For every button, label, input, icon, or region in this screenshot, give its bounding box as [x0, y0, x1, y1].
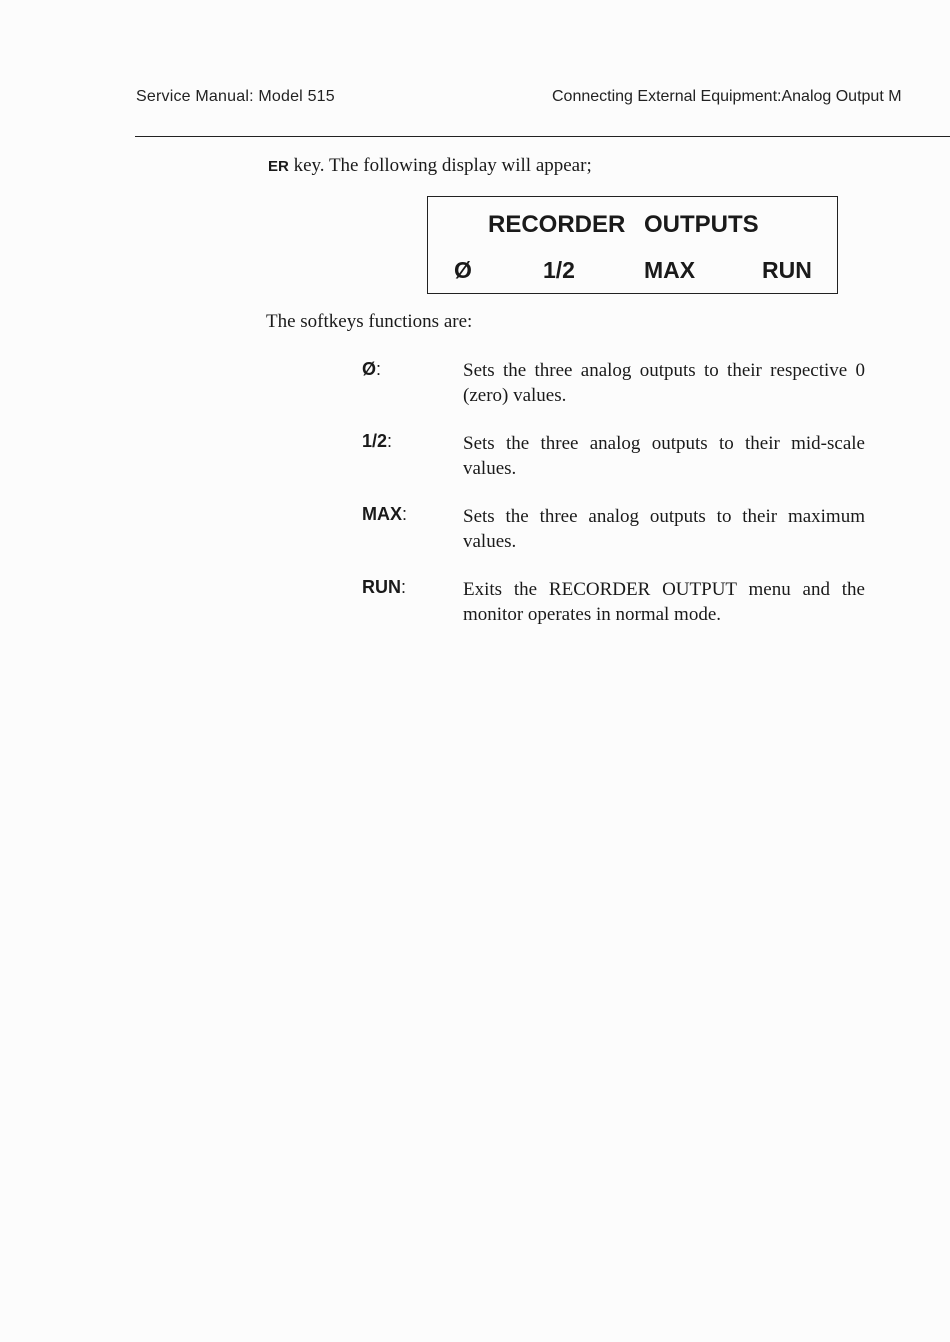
- softkeys-intro: The softkeys functions are:: [266, 311, 473, 332]
- definition-term-zero: [362, 359, 381, 380]
- definition-desc-max: Sets the three analog outputs to their maximum values.: [463, 506, 865, 552]
- definition-term-max: [362, 504, 407, 525]
- display-softkey-run: RUN: [762, 257, 812, 283]
- term-label: Ø: [362, 359, 377, 379]
- running-header-left: Service Manual: Model 515: [136, 88, 335, 105]
- term-colon: :: [402, 504, 408, 524]
- intro-paragraph: [268, 155, 592, 177]
- term-label: RUN: [362, 577, 401, 597]
- header-rule: [135, 136, 950, 137]
- running-header-right: Connecting External Equipment:Analog Output M: [552, 88, 902, 105]
- term-label: 1/2: [362, 431, 388, 451]
- definition-term-run: [362, 577, 406, 598]
- display-softkey-half: 1/2: [543, 257, 575, 283]
- definition-desc-run: Exits the RECORDER OUTPUT menu and the monitor operates in normal mode.: [463, 579, 865, 625]
- definition-term-half: [362, 431, 392, 452]
- term-colon: :: [401, 577, 407, 597]
- term-label: MAX: [362, 504, 402, 524]
- display-softkey-max: MAX: [644, 257, 696, 283]
- term-colon: :: [387, 431, 393, 451]
- term-colon: :: [376, 359, 382, 379]
- intro-text: key. The following display will appear;: [288, 155, 592, 176]
- definition-desc-half: Sets the three analog outputs to their mid-scale values.: [463, 433, 865, 479]
- display-title: RECORDER OUTPUTS: [488, 211, 759, 238]
- recorder-outputs-display: [427, 196, 838, 294]
- enter-key-label: ER: [268, 158, 289, 175]
- definition-desc-zero: Sets the three analog outputs to their respective 0 (zero) values.: [463, 360, 865, 406]
- display-softkey-zero: Ø: [454, 257, 472, 283]
